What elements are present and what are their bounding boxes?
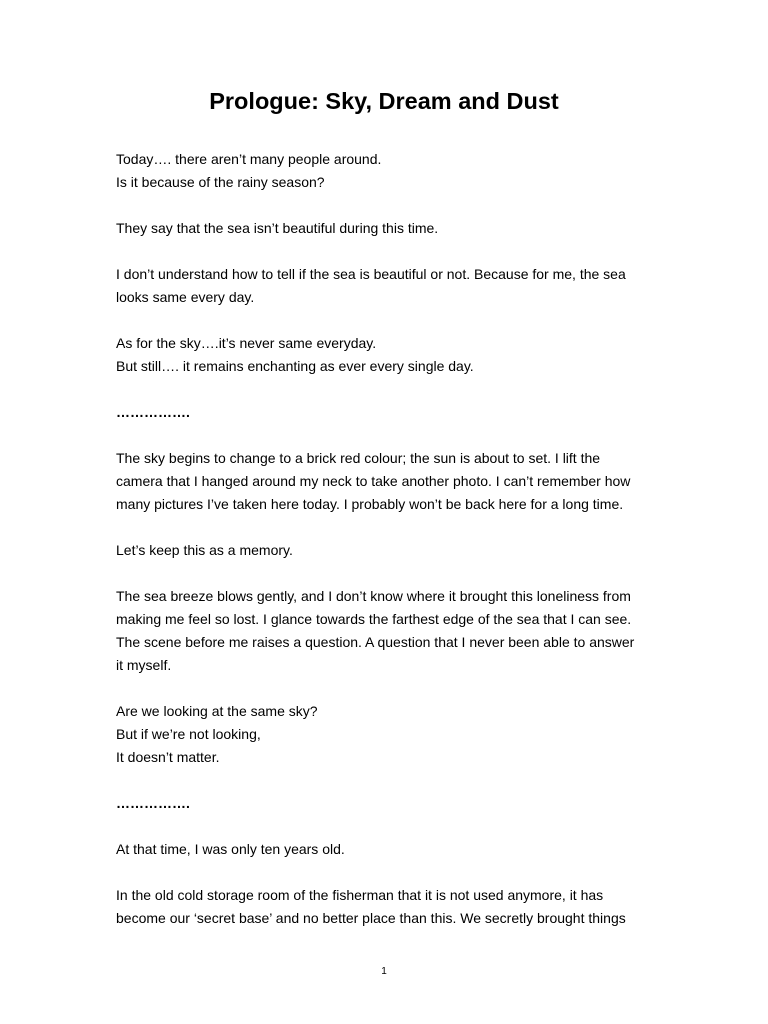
paragraph (116, 217, 656, 240)
paragraph (116, 447, 656, 516)
text-line: making me feel so lost. I glance towards the farthest edge of the sea that I can see. (116, 611, 632, 627)
text-line: Are we looking at the same sky? (116, 703, 318, 719)
text-line: become our ‘secret base’ and no better place than this. We secretly brought things (116, 910, 626, 926)
text-line: Today…. there aren’t many people around. (116, 151, 382, 167)
page-number: 1 (381, 966, 387, 977)
text-line: camera that I hanged around my neck to take another photo. I can’t remember how (116, 473, 631, 489)
text-line: But still…. it remains enchanting as ever every single day. (116, 358, 474, 374)
text-line: many pictures I’ve taken here today. I probably won’t be back here for a long time. (116, 496, 624, 512)
text-line: Is it because of the rainy season? (116, 174, 325, 190)
text-line: looks same every day. (116, 289, 255, 305)
text-line: The sea breeze blows gently, and I don’t know where it brought this loneliness from (116, 588, 631, 604)
text-line: The sky begins to change to a brick red colour; the sun is about to set. I lift the (116, 450, 601, 466)
paragraph (116, 838, 656, 861)
paragraph (116, 263, 656, 309)
paragraph (116, 148, 656, 194)
text-line: At that time, I was only ten years old. (116, 841, 345, 857)
text-line: But if we’re not looking, (116, 726, 261, 742)
text-line: In the old cold storage room of the fisherman that it is not used anymore, it has (116, 887, 604, 903)
paragraph (116, 539, 656, 562)
paragraph (116, 585, 656, 677)
text-line: it myself. (116, 657, 172, 673)
text-line: Let’s keep this as a memory. (116, 542, 293, 558)
text-line: As for the sky….it’s never same everyday. (116, 335, 377, 351)
page-title: Prologue: Sky, Dream and Dust (209, 88, 559, 114)
text-line: The scene before me raises a question. A question that I never been able to answer (116, 634, 635, 650)
section-separator: ……………. (116, 404, 190, 420)
text-line: I don’t understand how to tell if the sea is beautiful or not. Because for me, the sea (116, 266, 626, 282)
paragraph (116, 332, 656, 378)
text-line: They say that the sea isn’t beautiful during this time. (116, 220, 439, 236)
text-line: It doesn’t matter. (116, 749, 220, 765)
paragraph (116, 700, 656, 769)
section-separator: ……………. (116, 795, 190, 811)
paragraph (116, 884, 656, 930)
document-body (116, 148, 656, 953)
